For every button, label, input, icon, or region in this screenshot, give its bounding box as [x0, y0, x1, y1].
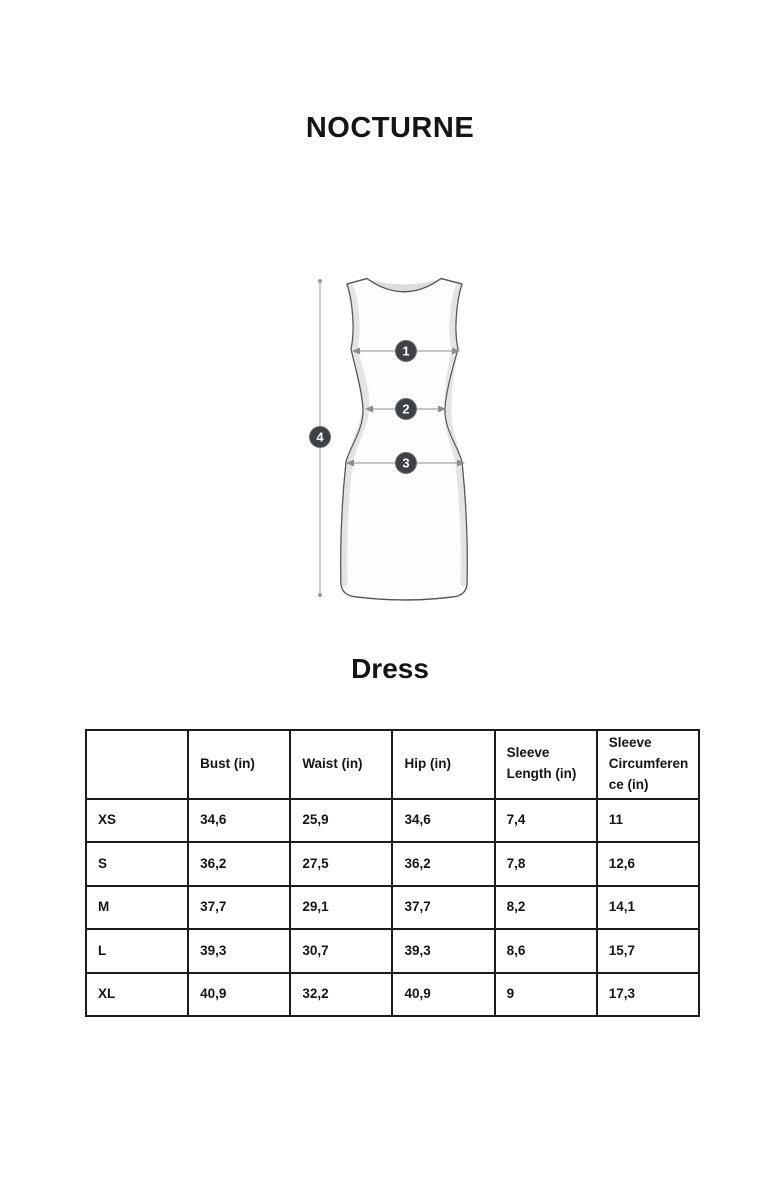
bust-cell: 34,6: [188, 799, 290, 843]
dress-measurement-diagram: [300, 266, 480, 616]
product-title: Dress: [351, 653, 429, 684]
hip-cell: 39,3: [392, 929, 494, 973]
marker-3-hip-icon: [396, 453, 417, 474]
waist-cell: 32,2: [290, 973, 392, 1017]
table-row-xs: [86, 799, 699, 843]
sleeve-circumference-column-header: Sleeve Circumference (in): [597, 730, 699, 799]
bust-cell: 40,9: [188, 973, 290, 1017]
waist-cell: 29,1: [290, 886, 392, 930]
sleeve-circumference-cell: 11: [597, 799, 699, 843]
sleeve-length-cell: 8,2: [495, 886, 597, 930]
marker-1-label: 1: [402, 343, 410, 359]
hip-cell: 34,6: [392, 799, 494, 843]
marker-2-label: 2: [402, 401, 410, 417]
bust-cell: 36,2: [188, 842, 290, 886]
bust-cell: 37,7: [188, 886, 290, 930]
hip-cell: 36,2: [392, 842, 494, 886]
header-row: [86, 730, 699, 799]
bust-cell: 39,3: [188, 929, 290, 973]
size-column-header: [86, 730, 188, 799]
size-table-header: [86, 730, 699, 799]
sleeve-length-cell: 7,8: [495, 842, 597, 886]
size-cell: XS: [86, 799, 188, 843]
marker-2-waist-icon: [396, 399, 417, 420]
sleeve-length-column-header: Sleeve Length (in): [495, 730, 597, 799]
table-row-s: [86, 842, 699, 886]
size-cell: L: [86, 929, 188, 973]
sleeve-circumference-cell: 17,3: [597, 973, 699, 1017]
size-cell: M: [86, 886, 188, 930]
bust-column-header: Bust (in): [188, 730, 290, 799]
hip-cell: 37,7: [392, 886, 494, 930]
waist-cell: 30,7: [290, 929, 392, 973]
waist-column-header: Waist (in): [290, 730, 392, 799]
marker-1-bust-icon: [396, 341, 417, 362]
table-row-l: [86, 929, 699, 973]
marker-4-label: 4: [316, 429, 324, 445]
dress-diagram-svg: [300, 266, 480, 616]
marker-3-label: 3: [402, 455, 410, 471]
hip-column-header: Hip (in): [392, 730, 494, 799]
sleeve-length-cell: 7,4: [495, 799, 597, 843]
sleeve-circumference-cell: 14,1: [597, 886, 699, 930]
waist-cell: 25,9: [290, 799, 392, 843]
size-cell: S: [86, 842, 188, 886]
sleeve-circumference-cell: 15,7: [597, 929, 699, 973]
hip-cell: 40,9: [392, 973, 494, 1017]
waist-cell: 27,5: [290, 842, 392, 886]
sleeve-circumference-cell: 12,6: [597, 842, 699, 886]
sleeve-length-cell: 8,6: [495, 929, 597, 973]
marker-4-length-icon: [310, 427, 331, 448]
table-row-m: [86, 886, 699, 930]
size-cell: XL: [86, 973, 188, 1017]
sleeve-length-cell: 9: [495, 973, 597, 1017]
table-row-xl: [86, 973, 699, 1017]
size-table: [85, 729, 700, 1017]
brand-title: NOCTURNE: [305, 112, 475, 144]
size-table-body: [86, 799, 699, 1017]
